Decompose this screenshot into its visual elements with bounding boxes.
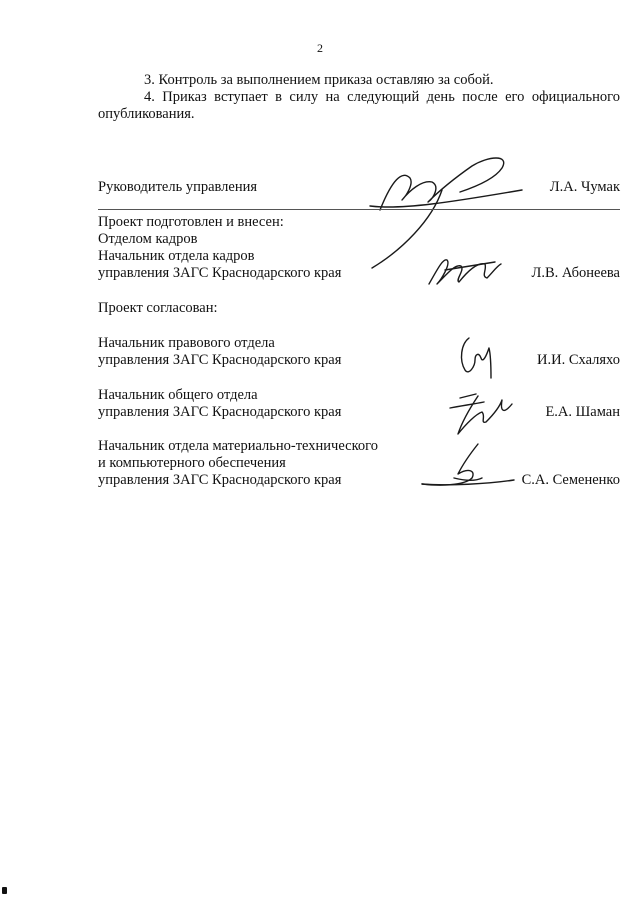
agreed-header: Проект согласован:: [98, 300, 218, 316]
signer-1-signature: [455, 330, 505, 380]
signer-3-line1b: и компьютерного обеспечения: [98, 455, 286, 471]
divider-line: [98, 209, 620, 210]
signer-1-name: И.И. Схаляхо: [537, 352, 620, 368]
signer-3-line1: Начальник отдела материально-технического: [98, 438, 378, 454]
paragraph-3: 3. Контроль за выполнением приказа оставляю за собой.: [144, 72, 494, 88]
signer-1-line2: управления ЗАГС Краснодарского края: [98, 352, 342, 368]
signer-1-line1: Начальник правового отдела: [98, 335, 275, 351]
head-name: Л.А. Чумак: [549, 179, 620, 195]
head-position: Руководитель управления: [98, 179, 258, 195]
prepared-name: Л.В. Абонеева: [531, 265, 620, 281]
page-number: 2: [317, 41, 323, 55]
signer-3-signature: [418, 440, 518, 492]
prepared-position-line2: управления ЗАГС Краснодарского края: [98, 265, 342, 281]
signer-3-line2: управления ЗАГС Краснодарского края: [98, 472, 342, 488]
signer-2-line2: управления ЗАГС Краснодарского края: [98, 404, 342, 420]
prepared-position-line1: Начальник отдела кадров: [98, 248, 255, 264]
prepared-header: Проект подготовлен и внесен:: [98, 214, 284, 230]
signer-2-line1: Начальник общего отдела: [98, 387, 258, 403]
prepared-dept: Отделом кадров: [98, 231, 198, 247]
prepared-signature: [425, 250, 505, 290]
scan-artifact: [2, 887, 7, 894]
signer-2-signature: [440, 388, 525, 443]
signer-2-name: Е.А. Шаман: [545, 404, 620, 420]
signer-3-name: С.А. Семененко: [521, 472, 620, 488]
paragraph-4: 4. Приказ вступает в силу на следующий день после его официального опубликования.: [98, 89, 620, 122]
